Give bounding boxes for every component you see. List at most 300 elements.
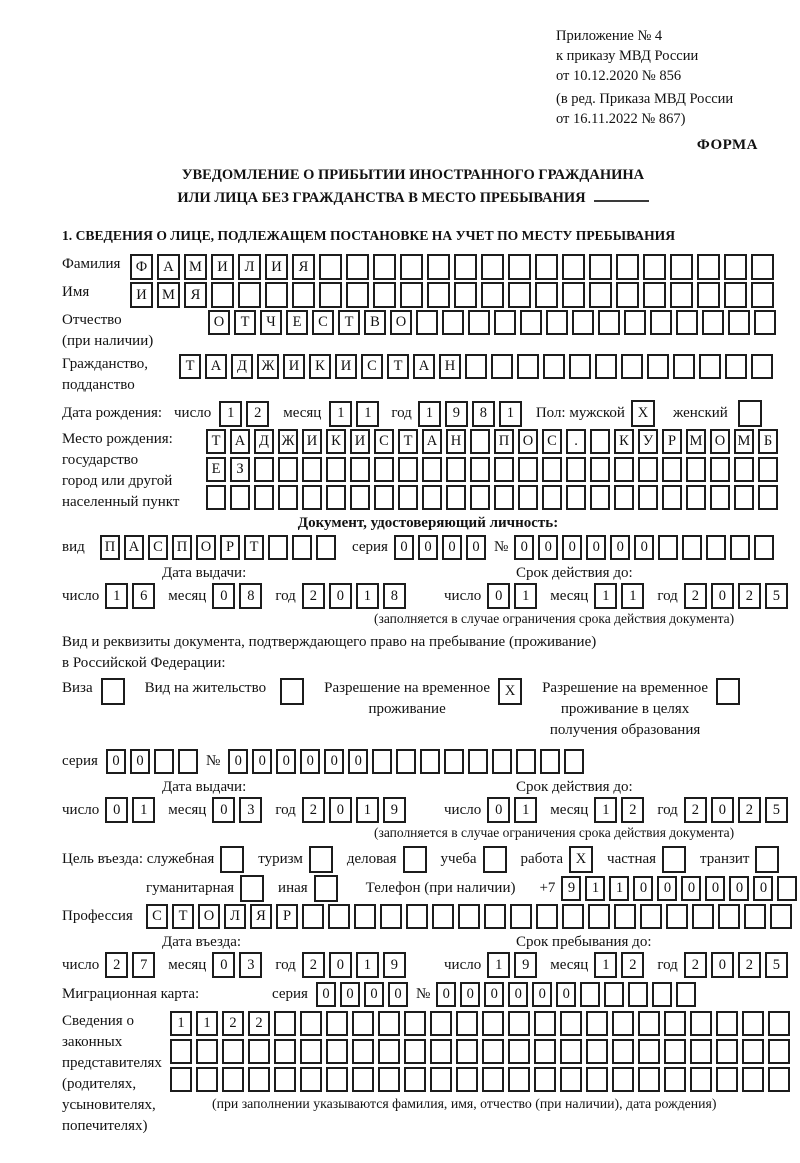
birth-month-cells[interactable] xyxy=(329,401,383,427)
char-cell[interactable]: X xyxy=(498,678,522,705)
char-cell[interactable]: 0 xyxy=(276,749,296,774)
doc-valid-month-cells[interactable] xyxy=(594,583,648,609)
char-cell[interactable]: 8 xyxy=(383,583,406,609)
stay-year-cells[interactable] xyxy=(684,952,792,978)
char-cell[interactable] xyxy=(470,457,490,482)
char-cell[interactable] xyxy=(494,485,514,510)
char-cell[interactable]: 0 xyxy=(538,535,558,560)
char-cell[interactable]: 0 xyxy=(586,535,606,560)
char-cell[interactable] xyxy=(616,254,639,280)
char-cell[interactable] xyxy=(378,1011,400,1036)
char-cell[interactable] xyxy=(444,749,464,774)
char-cell[interactable] xyxy=(374,457,394,482)
char-cell[interactable] xyxy=(404,1011,426,1036)
char-cell[interactable]: 1 xyxy=(170,1011,192,1036)
char-cell[interactable]: Р xyxy=(276,904,298,929)
char-cell[interactable] xyxy=(638,1011,660,1036)
char-cell[interactable]: А xyxy=(422,429,442,454)
char-cell[interactable] xyxy=(534,1011,556,1036)
char-cell[interactable]: 0 xyxy=(436,982,456,1007)
char-cell[interactable] xyxy=(196,1039,218,1064)
char-cell[interactable]: У xyxy=(638,429,658,454)
char-cell[interactable] xyxy=(562,904,584,929)
char-cell[interactable] xyxy=(328,904,350,929)
char-cell[interactable] xyxy=(154,749,174,774)
char-cell[interactable] xyxy=(590,429,610,454)
mig-number-cells[interactable] xyxy=(436,982,700,1007)
char-cell[interactable] xyxy=(742,1011,764,1036)
char-cell[interactable]: И xyxy=(302,429,322,454)
char-cell[interactable] xyxy=(621,354,643,379)
profession-cells[interactable] xyxy=(146,904,796,929)
work-checkbox[interactable] xyxy=(569,846,597,873)
char-cell[interactable] xyxy=(542,457,562,482)
char-cell[interactable]: 2 xyxy=(684,952,707,978)
char-cell[interactable]: 1 xyxy=(329,401,352,427)
char-cell[interactable] xyxy=(400,254,423,280)
birth-day-cells[interactable] xyxy=(219,401,273,427)
char-cell[interactable] xyxy=(535,254,558,280)
char-cell[interactable] xyxy=(326,1011,348,1036)
char-cell[interactable]: М xyxy=(686,429,706,454)
char-cell[interactable] xyxy=(280,678,304,705)
char-cell[interactable]: С xyxy=(312,310,334,335)
char-cell[interactable]: 0 xyxy=(329,583,352,609)
char-cell[interactable] xyxy=(420,749,440,774)
char-cell[interactable] xyxy=(520,310,542,335)
char-cell[interactable] xyxy=(768,1011,790,1036)
char-cell[interactable] xyxy=(595,354,617,379)
char-cell[interactable]: П xyxy=(494,429,514,454)
char-cell[interactable] xyxy=(730,535,750,560)
char-cell[interactable]: 0 xyxy=(681,876,701,901)
char-cell[interactable] xyxy=(612,1039,634,1064)
char-cell[interactable] xyxy=(662,846,686,873)
char-cell[interactable] xyxy=(398,485,418,510)
birthplace-cells-row3[interactable] xyxy=(206,485,782,510)
char-cell[interactable] xyxy=(686,457,706,482)
char-cell[interactable]: Н xyxy=(446,429,466,454)
char-cell[interactable]: 0 xyxy=(460,982,480,1007)
char-cell[interactable] xyxy=(206,485,226,510)
char-cell[interactable]: 0 xyxy=(340,982,360,1007)
char-cell[interactable] xyxy=(483,846,507,873)
char-cell[interactable]: Ж xyxy=(278,429,298,454)
char-cell[interactable]: З xyxy=(230,457,250,482)
char-cell[interactable] xyxy=(543,354,565,379)
char-cell[interactable]: Т xyxy=(234,310,256,335)
char-cell[interactable] xyxy=(508,1039,530,1064)
char-cell[interactable] xyxy=(240,875,264,902)
char-cell[interactable]: 5 xyxy=(765,952,788,978)
char-cell[interactable]: 0 xyxy=(487,797,510,823)
char-cell[interactable] xyxy=(614,904,636,929)
char-cell[interactable]: 9 xyxy=(445,401,468,427)
char-cell[interactable] xyxy=(278,457,298,482)
char-cell[interactable]: Л xyxy=(224,904,246,929)
char-cell[interactable]: Р xyxy=(662,429,682,454)
char-cell[interactable] xyxy=(536,904,558,929)
char-cell[interactable] xyxy=(676,982,696,1007)
char-cell[interactable]: 6 xyxy=(132,583,155,609)
transit-checkbox[interactable] xyxy=(755,846,783,873)
char-cell[interactable]: 0 xyxy=(729,876,749,901)
char-cell[interactable]: Д xyxy=(231,354,253,379)
char-cell[interactable] xyxy=(770,904,792,929)
rvp-issue-month-cells[interactable] xyxy=(212,797,266,823)
rvp-number-cells[interactable] xyxy=(228,749,588,774)
study-checkbox[interactable] xyxy=(483,846,511,873)
private-checkbox[interactable] xyxy=(662,846,690,873)
char-cell[interactable] xyxy=(658,535,678,560)
char-cell[interactable] xyxy=(254,457,274,482)
char-cell[interactable]: 9 xyxy=(514,952,537,978)
char-cell[interactable] xyxy=(292,535,312,560)
char-cell[interactable] xyxy=(716,1067,738,1092)
char-cell[interactable] xyxy=(278,485,298,510)
char-cell[interactable] xyxy=(588,904,610,929)
char-cell[interactable]: 2 xyxy=(222,1011,244,1036)
char-cell[interactable]: 1 xyxy=(594,952,617,978)
doc-issue-year-cells[interactable] xyxy=(302,583,410,609)
char-cell[interactable] xyxy=(316,535,336,560)
char-cell[interactable]: 5 xyxy=(765,583,788,609)
char-cell[interactable]: 0 xyxy=(532,982,552,1007)
char-cell[interactable] xyxy=(516,749,536,774)
char-cell[interactable] xyxy=(589,254,612,280)
doc-type-cells[interactable] xyxy=(100,535,340,560)
char-cell[interactable]: С xyxy=(148,535,168,560)
char-cell[interactable]: 0 xyxy=(442,535,462,560)
char-cell[interactable]: 1 xyxy=(585,876,605,901)
char-cell[interactable]: 0 xyxy=(106,749,126,774)
char-cell[interactable] xyxy=(454,254,477,280)
char-cell[interactable] xyxy=(650,310,672,335)
char-cell[interactable] xyxy=(670,254,693,280)
char-cell[interactable] xyxy=(638,1039,660,1064)
char-cell[interactable] xyxy=(248,1039,270,1064)
char-cell[interactable] xyxy=(374,485,394,510)
char-cell[interactable]: 9 xyxy=(561,876,581,901)
char-cell[interactable] xyxy=(662,457,682,482)
other-checkbox[interactable] xyxy=(314,875,342,902)
char-cell[interactable] xyxy=(768,1039,790,1064)
char-cell[interactable]: 1 xyxy=(514,583,537,609)
char-cell[interactable]: Т xyxy=(338,310,360,335)
char-cell[interactable] xyxy=(346,282,369,308)
char-cell[interactable] xyxy=(302,457,322,482)
char-cell[interactable] xyxy=(482,1011,504,1036)
char-cell[interactable] xyxy=(373,282,396,308)
char-cell[interactable]: Н xyxy=(439,354,461,379)
char-cell[interactable] xyxy=(422,457,442,482)
char-cell[interactable] xyxy=(580,982,600,1007)
char-cell[interactable] xyxy=(742,1067,764,1092)
char-cell[interactable] xyxy=(586,1039,608,1064)
char-cell[interactable] xyxy=(540,749,560,774)
char-cell[interactable] xyxy=(744,904,766,929)
char-cell[interactable]: 2 xyxy=(738,583,761,609)
visa-checkbox[interactable] xyxy=(101,678,129,705)
char-cell[interactable] xyxy=(562,282,585,308)
char-cell[interactable]: 1 xyxy=(219,401,242,427)
char-cell[interactable]: 0 xyxy=(610,535,630,560)
char-cell[interactable]: 2 xyxy=(621,797,644,823)
char-cell[interactable] xyxy=(624,310,646,335)
char-cell[interactable] xyxy=(560,1067,582,1092)
char-cell[interactable]: 1 xyxy=(356,401,379,427)
char-cell[interactable] xyxy=(378,1067,400,1092)
char-cell[interactable] xyxy=(494,310,516,335)
doc-issue-month-cells[interactable] xyxy=(212,583,266,609)
char-cell[interactable]: Л xyxy=(238,254,261,280)
char-cell[interactable] xyxy=(734,485,754,510)
char-cell[interactable]: В xyxy=(364,310,386,335)
char-cell[interactable]: Ч xyxy=(260,310,282,335)
char-cell[interactable] xyxy=(676,310,698,335)
char-cell[interactable] xyxy=(354,904,376,929)
char-cell[interactable] xyxy=(702,310,724,335)
char-cell[interactable]: О xyxy=(710,429,730,454)
char-cell[interactable]: 0 xyxy=(329,797,352,823)
char-cell[interactable] xyxy=(662,485,682,510)
char-cell[interactable]: 2 xyxy=(621,952,644,978)
char-cell[interactable] xyxy=(697,282,720,308)
char-cell[interactable] xyxy=(508,282,531,308)
char-cell[interactable] xyxy=(734,457,754,482)
char-cell[interactable]: 9 xyxy=(383,797,406,823)
char-cell[interactable] xyxy=(517,354,539,379)
char-cell[interactable]: 0 xyxy=(711,797,734,823)
char-cell[interactable] xyxy=(319,282,342,308)
char-cell[interactable]: 0 xyxy=(130,749,150,774)
entry-year-cells[interactable] xyxy=(302,952,410,978)
char-cell[interactable] xyxy=(458,904,480,929)
temp-residence-checkbox[interactable] xyxy=(498,678,526,705)
char-cell[interactable]: 1 xyxy=(514,797,537,823)
representatives-cells-row3[interactable] xyxy=(170,1067,794,1092)
char-cell[interactable] xyxy=(300,1039,322,1064)
char-cell[interactable] xyxy=(309,846,333,873)
char-cell[interactable]: П xyxy=(100,535,120,560)
char-cell[interactable] xyxy=(604,982,624,1007)
char-cell[interactable] xyxy=(378,1039,400,1064)
char-cell[interactable] xyxy=(465,354,487,379)
char-cell[interactable]: 1 xyxy=(621,583,644,609)
char-cell[interactable]: Т xyxy=(398,429,418,454)
char-cell[interactable] xyxy=(614,485,634,510)
representatives-cells-row2[interactable] xyxy=(170,1039,794,1064)
char-cell[interactable]: 2 xyxy=(248,1011,270,1036)
char-cell[interactable] xyxy=(346,254,369,280)
char-cell[interactable]: X xyxy=(631,400,655,427)
char-cell[interactable] xyxy=(470,485,490,510)
char-cell[interactable] xyxy=(686,485,706,510)
doc-valid-year-cells[interactable] xyxy=(684,583,792,609)
char-cell[interactable] xyxy=(430,1067,452,1092)
char-cell[interactable] xyxy=(427,282,450,308)
char-cell[interactable] xyxy=(442,310,464,335)
char-cell[interactable]: 0 xyxy=(228,749,248,774)
char-cell[interactable] xyxy=(222,1039,244,1064)
tourism-checkbox[interactable] xyxy=(309,846,337,873)
rvp-valid-month-cells[interactable] xyxy=(594,797,648,823)
entry-month-cells[interactable] xyxy=(212,952,266,978)
char-cell[interactable] xyxy=(508,1011,530,1036)
char-cell[interactable] xyxy=(254,485,274,510)
char-cell[interactable] xyxy=(430,1039,452,1064)
char-cell[interactable] xyxy=(484,904,506,929)
char-cell[interactable]: 1 xyxy=(418,401,441,427)
char-cell[interactable] xyxy=(373,254,396,280)
char-cell[interactable] xyxy=(716,1011,738,1036)
char-cell[interactable] xyxy=(725,354,747,379)
char-cell[interactable]: . xyxy=(566,429,586,454)
char-cell[interactable] xyxy=(566,485,586,510)
char-cell[interactable] xyxy=(589,282,612,308)
char-cell[interactable]: 8 xyxy=(239,583,262,609)
char-cell[interactable]: О xyxy=(198,904,220,929)
char-cell[interactable]: 2 xyxy=(684,797,707,823)
char-cell[interactable]: 9 xyxy=(383,952,406,978)
char-cell[interactable]: 0 xyxy=(329,952,352,978)
char-cell[interactable] xyxy=(716,678,740,705)
char-cell[interactable]: 0 xyxy=(634,535,654,560)
char-cell[interactable] xyxy=(211,282,234,308)
char-cell[interactable] xyxy=(535,282,558,308)
birthplace-cells-row2[interactable] xyxy=(206,457,782,482)
char-cell[interactable] xyxy=(751,254,774,280)
char-cell[interactable] xyxy=(768,1067,790,1092)
rvp-issue-year-cells[interactable] xyxy=(302,797,410,823)
char-cell[interactable] xyxy=(590,457,610,482)
char-cell[interactable]: Я xyxy=(184,282,207,308)
char-cell[interactable]: 0 xyxy=(508,982,528,1007)
char-cell[interactable] xyxy=(300,1067,322,1092)
char-cell[interactable] xyxy=(758,485,778,510)
doc-valid-day-cells[interactable] xyxy=(487,583,541,609)
char-cell[interactable] xyxy=(754,535,774,560)
name-cells[interactable] xyxy=(130,282,778,308)
char-cell[interactable] xyxy=(612,1067,634,1092)
char-cell[interactable]: М xyxy=(734,429,754,454)
char-cell[interactable]: 3 xyxy=(239,797,262,823)
char-cell[interactable] xyxy=(230,485,250,510)
char-cell[interactable]: Т xyxy=(179,354,201,379)
rvp-valid-day-cells[interactable] xyxy=(487,797,541,823)
char-cell[interactable]: Т xyxy=(244,535,264,560)
char-cell[interactable] xyxy=(742,1039,764,1064)
char-cell[interactable] xyxy=(690,1039,712,1064)
char-cell[interactable]: 1 xyxy=(356,583,379,609)
char-cell[interactable] xyxy=(569,354,591,379)
char-cell[interactable]: О xyxy=(390,310,412,335)
char-cell[interactable]: 0 xyxy=(212,583,235,609)
entry-day-cells[interactable] xyxy=(105,952,159,978)
char-cell[interactable] xyxy=(300,1011,322,1036)
char-cell[interactable]: 2 xyxy=(684,583,707,609)
char-cell[interactable] xyxy=(560,1011,582,1036)
char-cell[interactable] xyxy=(647,354,669,379)
char-cell[interactable] xyxy=(326,485,346,510)
phone-cells[interactable] xyxy=(561,876,800,901)
char-cell[interactable] xyxy=(314,875,338,902)
char-cell[interactable] xyxy=(396,749,416,774)
char-cell[interactable] xyxy=(454,282,477,308)
char-cell[interactable] xyxy=(566,457,586,482)
char-cell[interactable]: 0 xyxy=(633,876,653,901)
char-cell[interactable] xyxy=(446,457,466,482)
char-cell[interactable] xyxy=(446,485,466,510)
char-cell[interactable] xyxy=(682,535,702,560)
char-cell[interactable] xyxy=(427,254,450,280)
char-cell[interactable]: Р xyxy=(220,535,240,560)
char-cell[interactable]: А xyxy=(124,535,144,560)
char-cell[interactable] xyxy=(710,485,730,510)
char-cell[interactable]: 0 xyxy=(556,982,576,1007)
char-cell[interactable]: И xyxy=(335,354,357,379)
char-cell[interactable]: 0 xyxy=(212,797,235,823)
char-cell[interactable] xyxy=(302,904,324,929)
char-cell[interactable] xyxy=(598,310,620,335)
char-cell[interactable]: 0 xyxy=(364,982,384,1007)
char-cell[interactable]: 2 xyxy=(302,797,325,823)
char-cell[interactable] xyxy=(292,282,315,308)
char-cell[interactable] xyxy=(638,457,658,482)
female-checkbox[interactable] xyxy=(738,400,766,427)
humanitarian-checkbox[interactable] xyxy=(240,875,268,902)
char-cell[interactable] xyxy=(643,282,666,308)
patronymic-cells[interactable] xyxy=(208,310,780,335)
char-cell[interactable]: 0 xyxy=(418,535,438,560)
char-cell[interactable]: 0 xyxy=(348,749,368,774)
char-cell[interactable] xyxy=(422,485,442,510)
char-cell[interactable] xyxy=(482,1067,504,1092)
representatives-cells-row1[interactable] xyxy=(170,1011,794,1036)
char-cell[interactable] xyxy=(710,457,730,482)
char-cell[interactable] xyxy=(178,749,198,774)
char-cell[interactable] xyxy=(628,982,648,1007)
char-cell[interactable] xyxy=(268,535,288,560)
char-cell[interactable]: 8 xyxy=(472,401,495,427)
char-cell[interactable] xyxy=(400,282,423,308)
char-cell[interactable]: К xyxy=(309,354,331,379)
char-cell[interactable] xyxy=(586,1011,608,1036)
char-cell[interactable] xyxy=(508,1067,530,1092)
char-cell[interactable] xyxy=(664,1011,686,1036)
char-cell[interactable] xyxy=(640,904,662,929)
char-cell[interactable] xyxy=(494,457,514,482)
char-cell[interactable]: 0 xyxy=(324,749,344,774)
char-cell[interactable] xyxy=(398,457,418,482)
doc-number-cells[interactable] xyxy=(514,535,778,560)
char-cell[interactable]: Т xyxy=(172,904,194,929)
char-cell[interactable] xyxy=(274,1039,296,1064)
char-cell[interactable] xyxy=(518,457,538,482)
char-cell[interactable] xyxy=(699,354,721,379)
char-cell[interactable] xyxy=(326,457,346,482)
char-cell[interactable] xyxy=(716,1039,738,1064)
char-cell[interactable] xyxy=(468,310,490,335)
char-cell[interactable] xyxy=(222,1067,244,1092)
stay-day-cells[interactable] xyxy=(487,952,541,978)
char-cell[interactable] xyxy=(777,876,797,901)
char-cell[interactable]: 2 xyxy=(105,952,128,978)
char-cell[interactable]: Я xyxy=(292,254,315,280)
char-cell[interactable] xyxy=(274,1011,296,1036)
rvp-series-cells[interactable] xyxy=(106,749,202,774)
char-cell[interactable] xyxy=(546,310,568,335)
